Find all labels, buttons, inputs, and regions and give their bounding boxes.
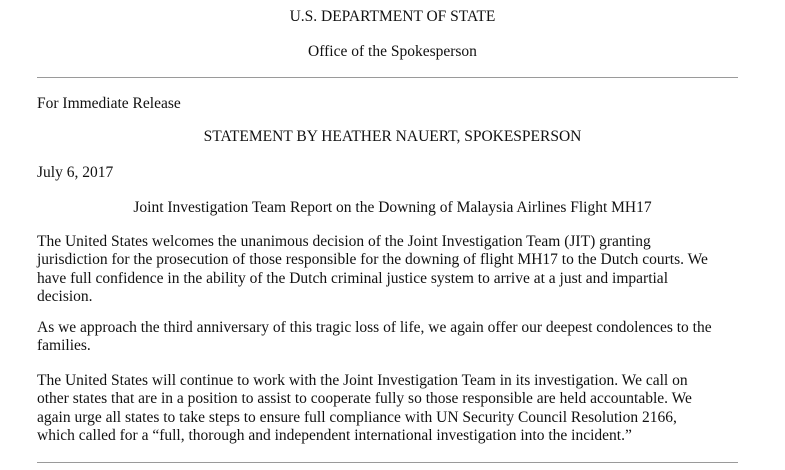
paragraph-line: families. [37,337,91,355]
paragraph-line: The United States welcomes the unanimous decision of the Joint Investigation Team (JIT) granting [37,233,651,250]
top-divider [37,77,738,78]
paragraph-line: again urge all states to take steps to ensure full compliance with UN Security Council Resolution 2166, [37,408,677,426]
statement-title: STATEMENT BY HEATHER NAUERT, SPOKESPERSON [203,128,582,145]
office-heading: Office of the Spokesperson [308,43,477,60]
paragraph-line: have full confidence in the ability of the Dutch criminal justice system to arrive at a just and impartial [37,269,668,287]
bottom-divider [37,462,738,463]
paragraph-line: decision. [37,288,93,306]
release-label: For Immediate Release [37,95,181,112]
paragraph-3 [37,372,747,446]
statement-subject: Joint Investigation Team Report on the Downing of Malaysia Airlines Flight MH17 [133,199,652,216]
paragraph-1 [37,233,747,307]
department-heading: U.S. DEPARTMENT OF STATE [289,8,496,25]
paragraph-line: As we approach the third anniversary of this tragic loss of life, we again offer our deepest condolences to the [37,319,712,336]
paragraph-line: other states that are in a position to assist to cooperate fully so those responsible are held accountable. We [37,390,692,408]
paragraph-2 [37,319,747,356]
paragraph-line: jurisdiction for the prosecution of those responsible for the downing of flight MH17 to the Dutch courts. We [37,251,708,269]
paragraph-line: which called for a “full, thorough and independent international investigation into the incident.” [37,427,632,445]
paragraph-line: The United States will continue to work with the Joint Investigation Team in its investigation. We call on [37,372,688,389]
release-date: July 6, 2017 [37,164,114,181]
